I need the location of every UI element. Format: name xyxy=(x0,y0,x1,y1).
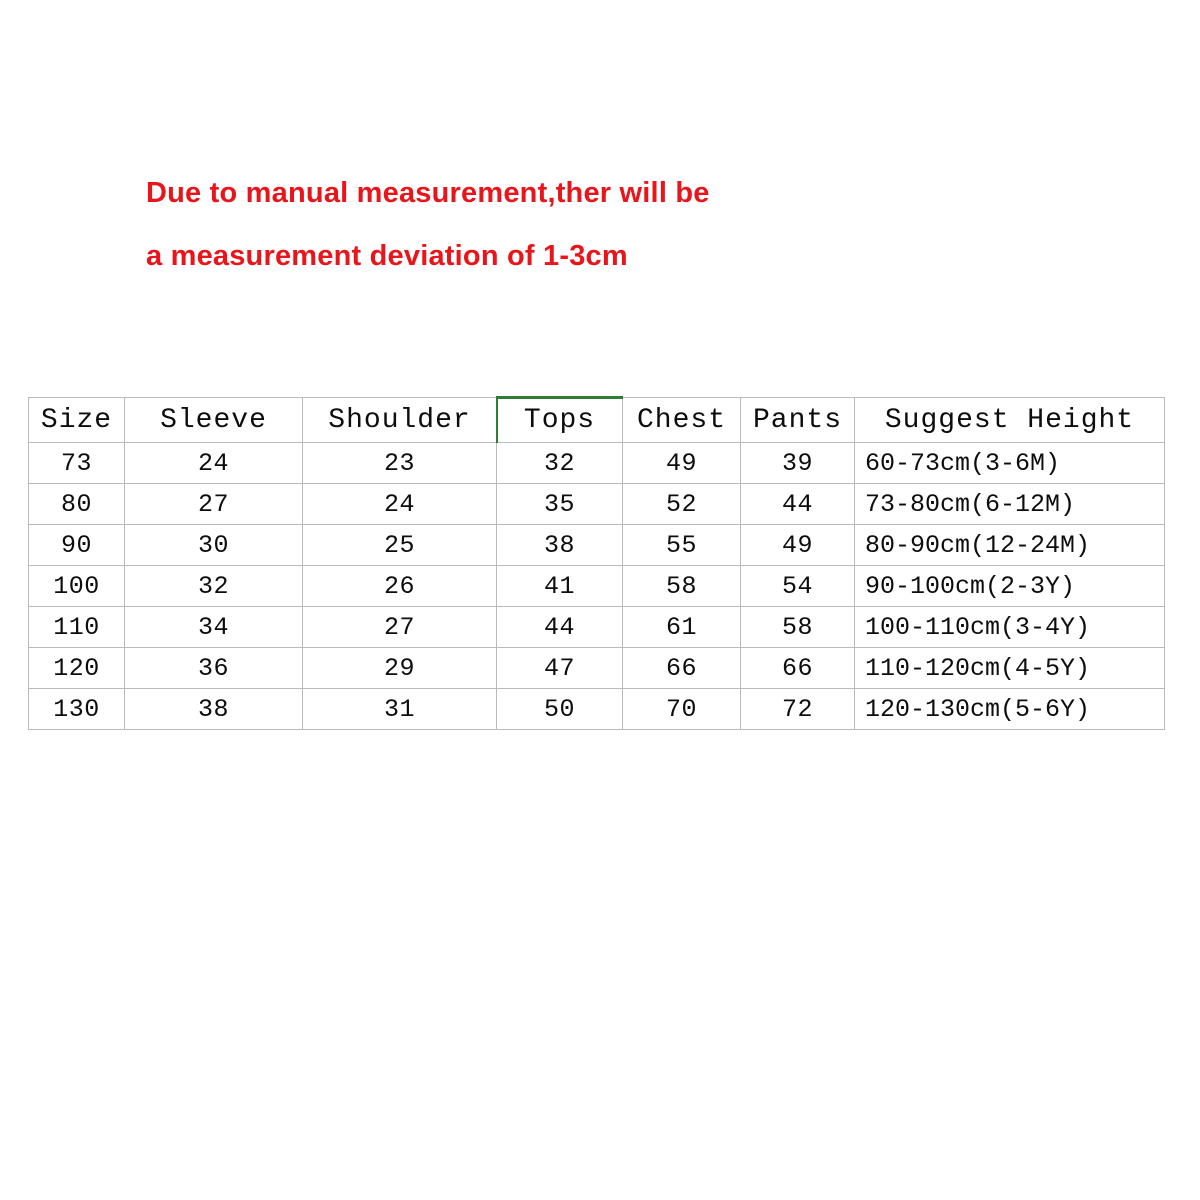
cell-chest: 70 xyxy=(623,689,741,730)
cell-chest: 61 xyxy=(623,607,741,648)
cell-tops: 47 xyxy=(497,648,623,689)
column-header-suggest-height: Suggest Height xyxy=(855,398,1165,443)
cell-size: 130 xyxy=(29,689,125,730)
cell-shoulder: 25 xyxy=(303,525,497,566)
cell-shoulder: 23 xyxy=(303,443,497,484)
cell-shoulder: 24 xyxy=(303,484,497,525)
cell-chest: 52 xyxy=(623,484,741,525)
column-header-shoulder: Shoulder xyxy=(303,398,497,443)
size-table-wrapper xyxy=(28,397,1164,730)
cell-suggest-height: 110-120cm(4-5Y) xyxy=(855,648,1165,689)
cell-sleeve: 27 xyxy=(125,484,303,525)
cell-shoulder: 31 xyxy=(303,689,497,730)
cell-shoulder: 27 xyxy=(303,607,497,648)
cell-chest: 55 xyxy=(623,525,741,566)
cell-pants: 54 xyxy=(741,566,855,607)
size-table-head xyxy=(29,398,1165,443)
table-row xyxy=(29,484,1165,525)
cell-pants: 58 xyxy=(741,607,855,648)
cell-sleeve: 32 xyxy=(125,566,303,607)
cell-pants: 39 xyxy=(741,443,855,484)
cell-suggest-height: 100-110cm(3-4Y) xyxy=(855,607,1165,648)
cell-suggest-height: 80-90cm(12-24M) xyxy=(855,525,1165,566)
table-row xyxy=(29,607,1165,648)
cell-suggest-height: 120-130cm(5-6Y) xyxy=(855,689,1165,730)
column-header-size: Size xyxy=(29,398,125,443)
cell-sleeve: 38 xyxy=(125,689,303,730)
cell-tops: 32 xyxy=(497,443,623,484)
cell-size: 80 xyxy=(29,484,125,525)
size-table-body xyxy=(29,443,1165,730)
cell-pants: 44 xyxy=(741,484,855,525)
cell-size: 73 xyxy=(29,443,125,484)
cell-sleeve: 30 xyxy=(125,525,303,566)
cell-chest: 66 xyxy=(623,648,741,689)
cell-size: 120 xyxy=(29,648,125,689)
cell-sleeve: 36 xyxy=(125,648,303,689)
table-row xyxy=(29,689,1165,730)
cell-shoulder: 26 xyxy=(303,566,497,607)
cell-size: 100 xyxy=(29,566,125,607)
cell-tops: 44 xyxy=(497,607,623,648)
cell-pants: 49 xyxy=(741,525,855,566)
table-row xyxy=(29,525,1165,566)
table-row xyxy=(29,566,1165,607)
size-table xyxy=(28,397,1165,730)
table-row xyxy=(29,443,1165,484)
notice-line-1: Due to manual measurement,ther will be xyxy=(146,177,710,209)
measurement-notice xyxy=(146,162,1046,288)
table-row xyxy=(29,648,1165,689)
cell-suggest-height: 73-80cm(6-12M) xyxy=(855,484,1165,525)
cell-size: 110 xyxy=(29,607,125,648)
cell-suggest-height: 90-100cm(2-3Y) xyxy=(855,566,1165,607)
cell-tops: 35 xyxy=(497,484,623,525)
cell-sleeve: 24 xyxy=(125,443,303,484)
cell-sleeve: 34 xyxy=(125,607,303,648)
column-header-pants: Pants xyxy=(741,398,855,443)
notice-line-2: a measurement deviation of 1-3cm xyxy=(146,240,628,272)
header-row xyxy=(29,398,1165,443)
cell-tops: 50 xyxy=(497,689,623,730)
cell-chest: 49 xyxy=(623,443,741,484)
column-header-sleeve: Sleeve xyxy=(125,398,303,443)
column-header-chest: Chest xyxy=(623,398,741,443)
column-header-tops: Tops xyxy=(497,398,623,443)
cell-shoulder: 29 xyxy=(303,648,497,689)
cell-size: 90 xyxy=(29,525,125,566)
cell-pants: 66 xyxy=(741,648,855,689)
cell-pants: 72 xyxy=(741,689,855,730)
cell-chest: 58 xyxy=(623,566,741,607)
cell-suggest-height: 60-73cm(3-6M) xyxy=(855,443,1165,484)
cell-tops: 38 xyxy=(497,525,623,566)
cell-tops: 41 xyxy=(497,566,623,607)
